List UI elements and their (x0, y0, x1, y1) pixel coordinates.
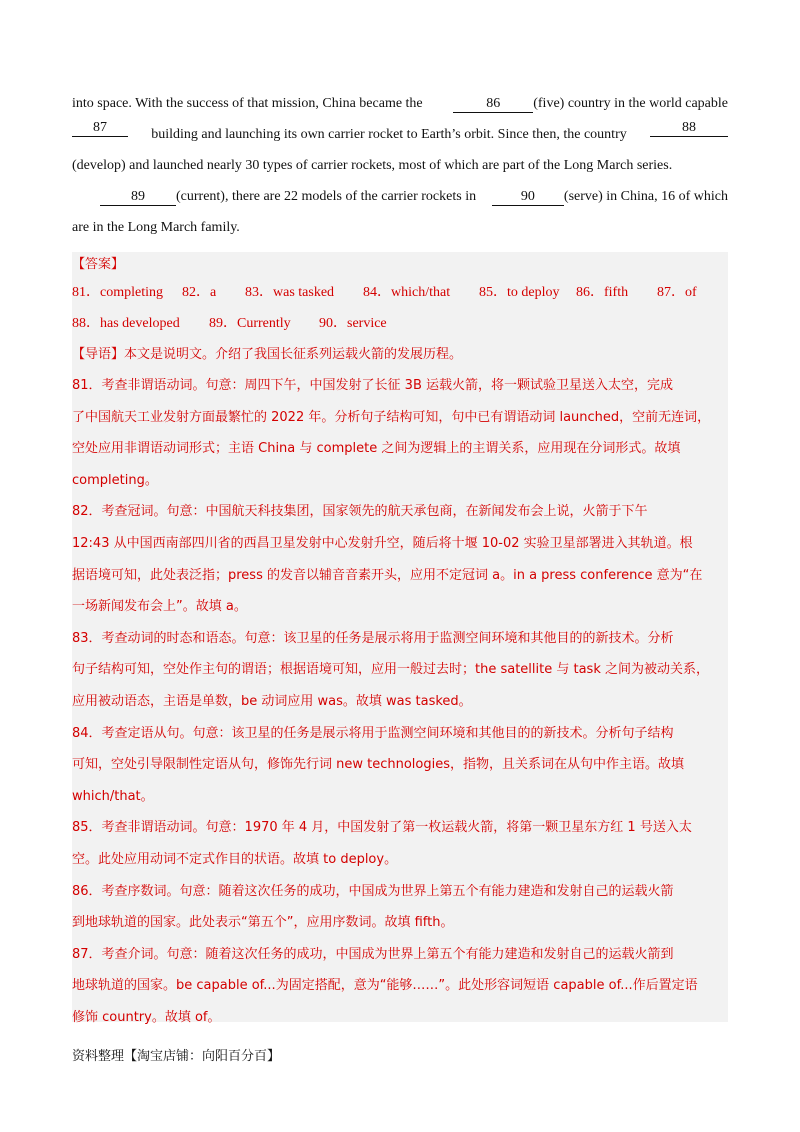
answer-item: 88．has developed (72, 316, 180, 331)
answer-blank-86: 86 (453, 95, 533, 113)
answer-row-2 (72, 308, 728, 339)
passage-line-3: (develop) and launched nearly 30 types of carrier rockets, most of which are part of the Long March series. (72, 158, 673, 173)
passage-line-2 (72, 119, 728, 150)
explanation-line: 空处应用非谓语动词形式；主语 China 与 complete 之间为逻辑上的主谓关系，应用现在分词形式。故填 (72, 441, 681, 457)
explanation-line: 81．考查非谓语动词。句意：周四下午，中国发射了长征 3B 运载火箭，将一颗试验卫星送入太空，完成 (72, 378, 673, 393)
explanation-line: 可知，空处引导限制性定语从句，修饰先行词 new technologies，指物，且关系词在从句中作主语。故填 (72, 757, 685, 773)
answer-heading: 【答案】 (72, 257, 125, 272)
explanation-line: 应用被动语态，主语是单数，be 动词应用 was。故填 was tasked。 (72, 694, 472, 709)
explanation-line: 83．考查动词的时态和语态。句意：该卫星的任务是展示将用于监测空间环境和其他目的的新技术。分析 (72, 630, 674, 646)
answer-item: 90．service (319, 316, 387, 331)
answer-blank-89: 89 (100, 188, 176, 206)
explanation-line: 一场新闻发布会上”。故填 a。 (72, 599, 247, 615)
answer-item: 86．fifth (576, 285, 629, 300)
answer-item: 87．of (657, 285, 697, 300)
footer-text: 资料整理【淘宝店铺：向阳百分百】 (72, 1049, 281, 1064)
guide-text: 【导语】本文是说明文。介绍了我国长征系列运载火箭的发展历程。 (72, 347, 463, 362)
explanation-line: 到地球轨道的国家。此处表示“第五个”，应用序数词。故填 fifth。 (72, 915, 454, 931)
passage-text: into space. With the success of that mission, China became the (72, 96, 423, 111)
passage-text: building and launching its own carrier rocket to Earth’s orbit. Since then, the country (151, 127, 627, 142)
answer-blank-87: 87 (72, 119, 128, 137)
explanation-line: 了中国航天工业发射方面最繁忙的 2022 年。分析句子结构可知，句中已有谓语动词 launched，空前无连词， (72, 409, 711, 425)
explanation-line: 12:43 从中国西南部四川省的西昌卫星发射中心发射升空，随后将十堰 10-02 实验卫星部署进入其轨道。根 (72, 536, 693, 551)
passage-text: (current), there are 22 models of the carrier rockets in (176, 189, 477, 204)
explanation-line: 据语境可知，此处表泛指；press 的发音以辅音音素开头，应用不定冠词 a。in a press conference 意为“在 (72, 567, 703, 583)
answer-item: 85．to deploy (479, 285, 560, 300)
answer-item: 81．completing (72, 285, 163, 300)
answer-row-1 (72, 277, 728, 308)
answer-item: 84．which/that (363, 285, 451, 300)
passage (72, 88, 728, 243)
passage-blank-group (100, 181, 476, 212)
explanation-line: completing。 (72, 472, 158, 488)
answer-item: 89．Currently (209, 316, 291, 331)
explanation-line: 地球轨道的国家。be capable of...为固定搭配，意为“能够……”。此处形容词短语 capable of...作后置定语 (72, 978, 698, 994)
explanation-line: 空。此处应用动词不定式作目的状语。故填 to deploy。 (72, 852, 398, 867)
answer-item: 83．was tasked (245, 285, 335, 300)
explanation-line: 87．考查介词。句意：随着这次任务的成功，中国成为世界上第五个有能力建造和发射自己的运载火箭到 (72, 946, 674, 962)
explanation-line: 84．考查定语从句。句意：该卫星的任务是展示将用于监测空间环境和其他目的的新技术。分析句子结构 (72, 725, 674, 741)
passage-blank-group (492, 181, 728, 212)
explanation-line: 82．考查冠词。句意：中国航天科技集团，国家领先的航天承包商，在新闻发布会上说，火箭于下午 (72, 504, 648, 520)
explanation-line: 句子结构可知，空处作主句的谓语；根据语境可知，应用一般过去时；the satellite 与 task 之间为被动关系， (72, 662, 709, 678)
passage-line-5: are in the Long March family. (72, 220, 240, 235)
passage-text: (five) country in the world capable (533, 96, 728, 111)
explanation-line: which/that。 (72, 788, 154, 804)
passage-line-1 (72, 88, 728, 119)
passage-blank-group (453, 88, 728, 119)
answer-blank-90: 90 (492, 188, 564, 206)
passage-text: (serve) in China, 16 of which (563, 189, 728, 204)
explanation-line: 修饰 country。故填 of。 (72, 1010, 221, 1025)
answer-blank-88: 88 (650, 119, 728, 137)
answer-item: 82．a (182, 285, 217, 300)
explanation-line: 85．考查非谓语动词。句意：1970 年 4 月，中国发射了第一枚运载火箭，将第一颗卫星东方红 1 号送入太 (72, 820, 692, 836)
passage-line-4 (72, 181, 728, 212)
explanation-line: 86．考查序数词。句意：随着这次任务的成功，中国成为世界上第五个有能力建造和发射自己的运载火箭 (72, 883, 674, 899)
